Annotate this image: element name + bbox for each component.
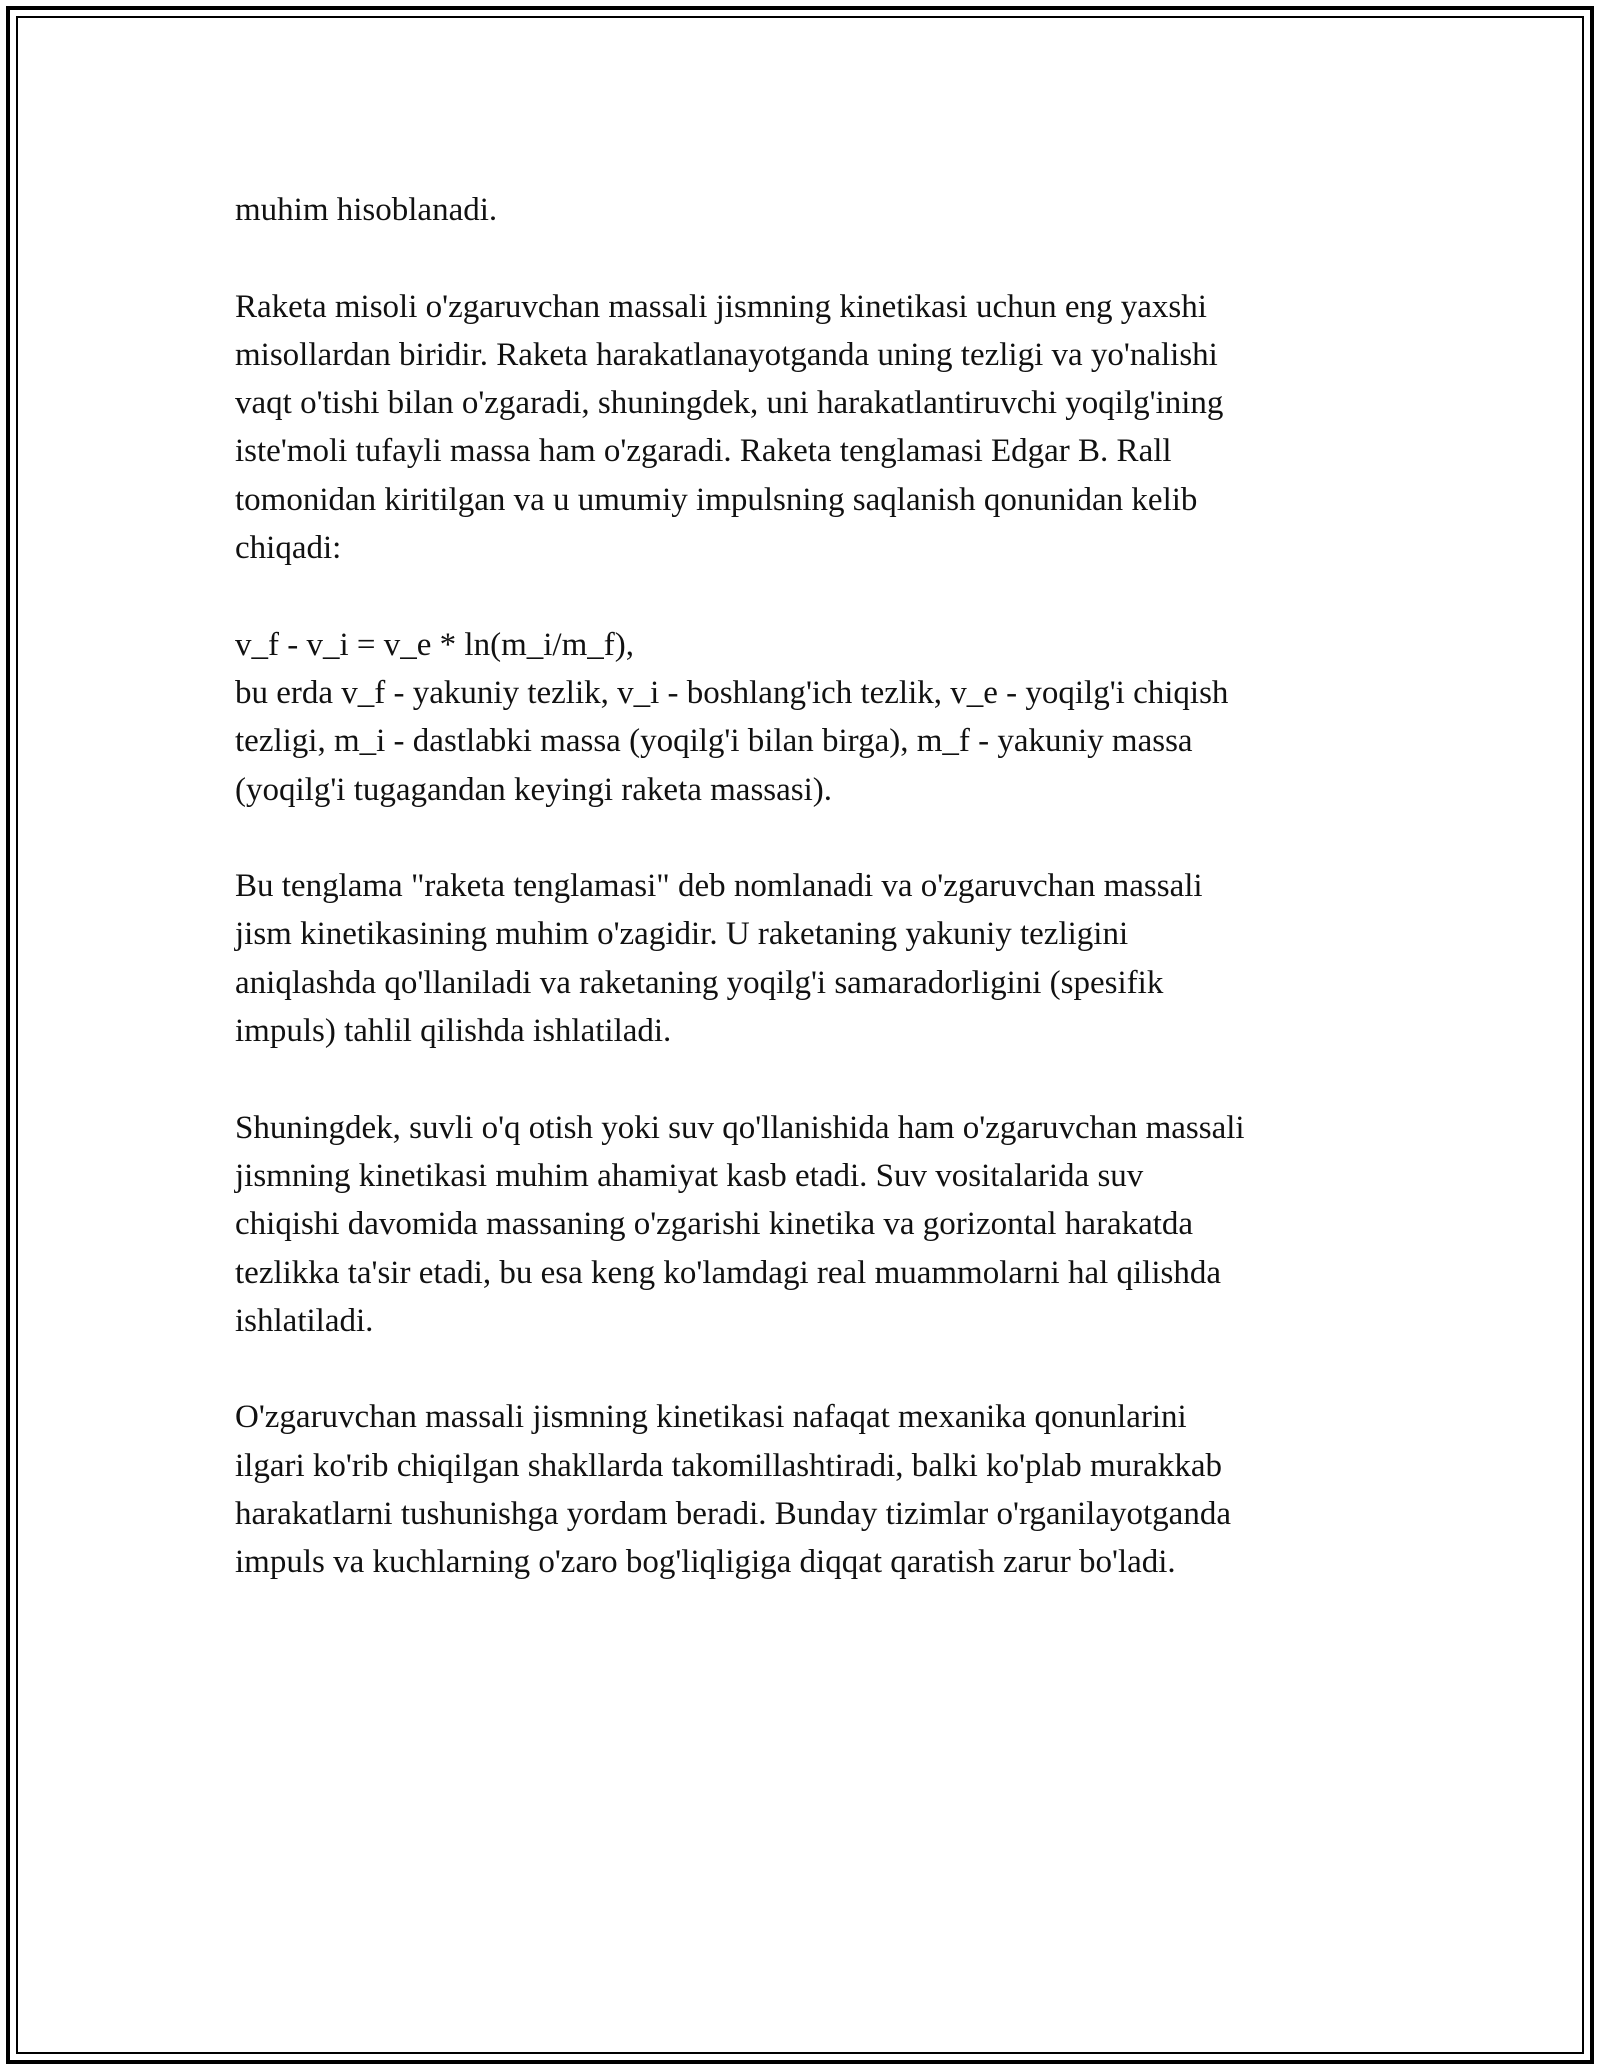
text-line: Raketa misoli o'zgaruvchan massali jismning kinetikasi uchun eng yaxshi	[235, 288, 1207, 325]
paragraph-gap	[235, 1055, 1375, 1103]
text-line: harakatlarni tushunishga yordam beradi. Bunday tizimlar o'rganilayotganda	[235, 1496, 1231, 1533]
document-body	[235, 186, 1375, 1587]
text-line: chiqadi:	[235, 530, 342, 567]
text-line: bu erda v_f - yakuniy tezlik, v_i - boshlang'ich tezlik, v_e - yoqilg'i chiqish	[235, 674, 1229, 711]
text-line: chiqishi davomida massaning o'zgarishi kinetika va gorizontal harakatda	[235, 1206, 1194, 1243]
paragraph-rocket-example	[235, 283, 1375, 573]
text-line: Bu tenglama "raketa tenglamasi" deb nomlanadi va o'zgaruvchan massali	[235, 868, 1203, 905]
equation-line: v_f - v_i = v_e * ln(m_i/m_f),	[235, 626, 634, 663]
text-line: ishlatiladi.	[235, 1302, 374, 1339]
text-line: vaqt o'tishi bilan o'zgaradi, shuningdek, uni harakatlantiruvchi yoqilg'ining	[235, 385, 1224, 422]
text-line: tomonidan kiritilgan va u umumiy impulsning saqlanish qonunidan kelib	[235, 481, 1198, 518]
paragraph-equation-meaning	[235, 862, 1375, 1055]
text-line: tezlikka ta'sir etadi, bu esa keng ko'lamdagi real muammolarni hal qilishda	[235, 1254, 1222, 1291]
text-line: ilgari ko'rib chiqilgan shakllarda takomillashtiradi, balki ko'plab murakkab	[235, 1447, 1222, 1484]
paragraph-gap	[235, 814, 1375, 862]
text-line: iste'moli tufayli massa ham o'zgaradi. Raketa tenglamasi Edgar B. Rall	[235, 433, 1172, 470]
paragraph-gap	[235, 234, 1375, 282]
paragraph-conclusion	[235, 1393, 1375, 1586]
text-line: jismning kinetikasi muhim ahamiyat kasb etadi. Suv vositalarida suv	[235, 1157, 1144, 1194]
paragraph-water-application	[235, 1104, 1375, 1345]
text-line: tezligi, m_i - dastlabki massa (yoqilg'i bilan birga), m_f - yakuniy massa	[235, 723, 1193, 760]
text-line: O'zgaruvchan massali jismning kinetikasi nafaqat mexanika qonunlarini	[235, 1399, 1187, 1436]
text-line: impuls va kuchlarning o'zaro bog'liqligiga diqqat qaratish zarur bo'ladi.	[235, 1544, 1176, 1581]
paragraph-gap	[235, 1345, 1375, 1393]
paragraph-rocket-equation	[235, 621, 1375, 814]
text-line: aniqlashda qo'llaniladi va raketaning yoqilg'i samaradorligini (spesifik	[235, 964, 1164, 1001]
text-line: misollardan biridir. Raketa harakatlanayotganda uning tezligi va yo'nalishi	[235, 336, 1218, 373]
text-line: (yoqilg'i tugagandan keyingi raketa massasi).	[235, 771, 833, 808]
text-line: muhim hisoblanadi.	[235, 192, 498, 228]
paragraph-gap	[235, 572, 1375, 620]
text-line: Shuningdek, suvli o'q otish yoki suv qo'llanishida ham o'zgaruvchan massali	[235, 1109, 1245, 1146]
text-line: impuls) tahlil qilishda ishlatiladi.	[235, 1013, 672, 1050]
text-line: jism kinetikasining muhim o'zagidir. U raketaning yakuniy tezligini	[235, 916, 1129, 953]
